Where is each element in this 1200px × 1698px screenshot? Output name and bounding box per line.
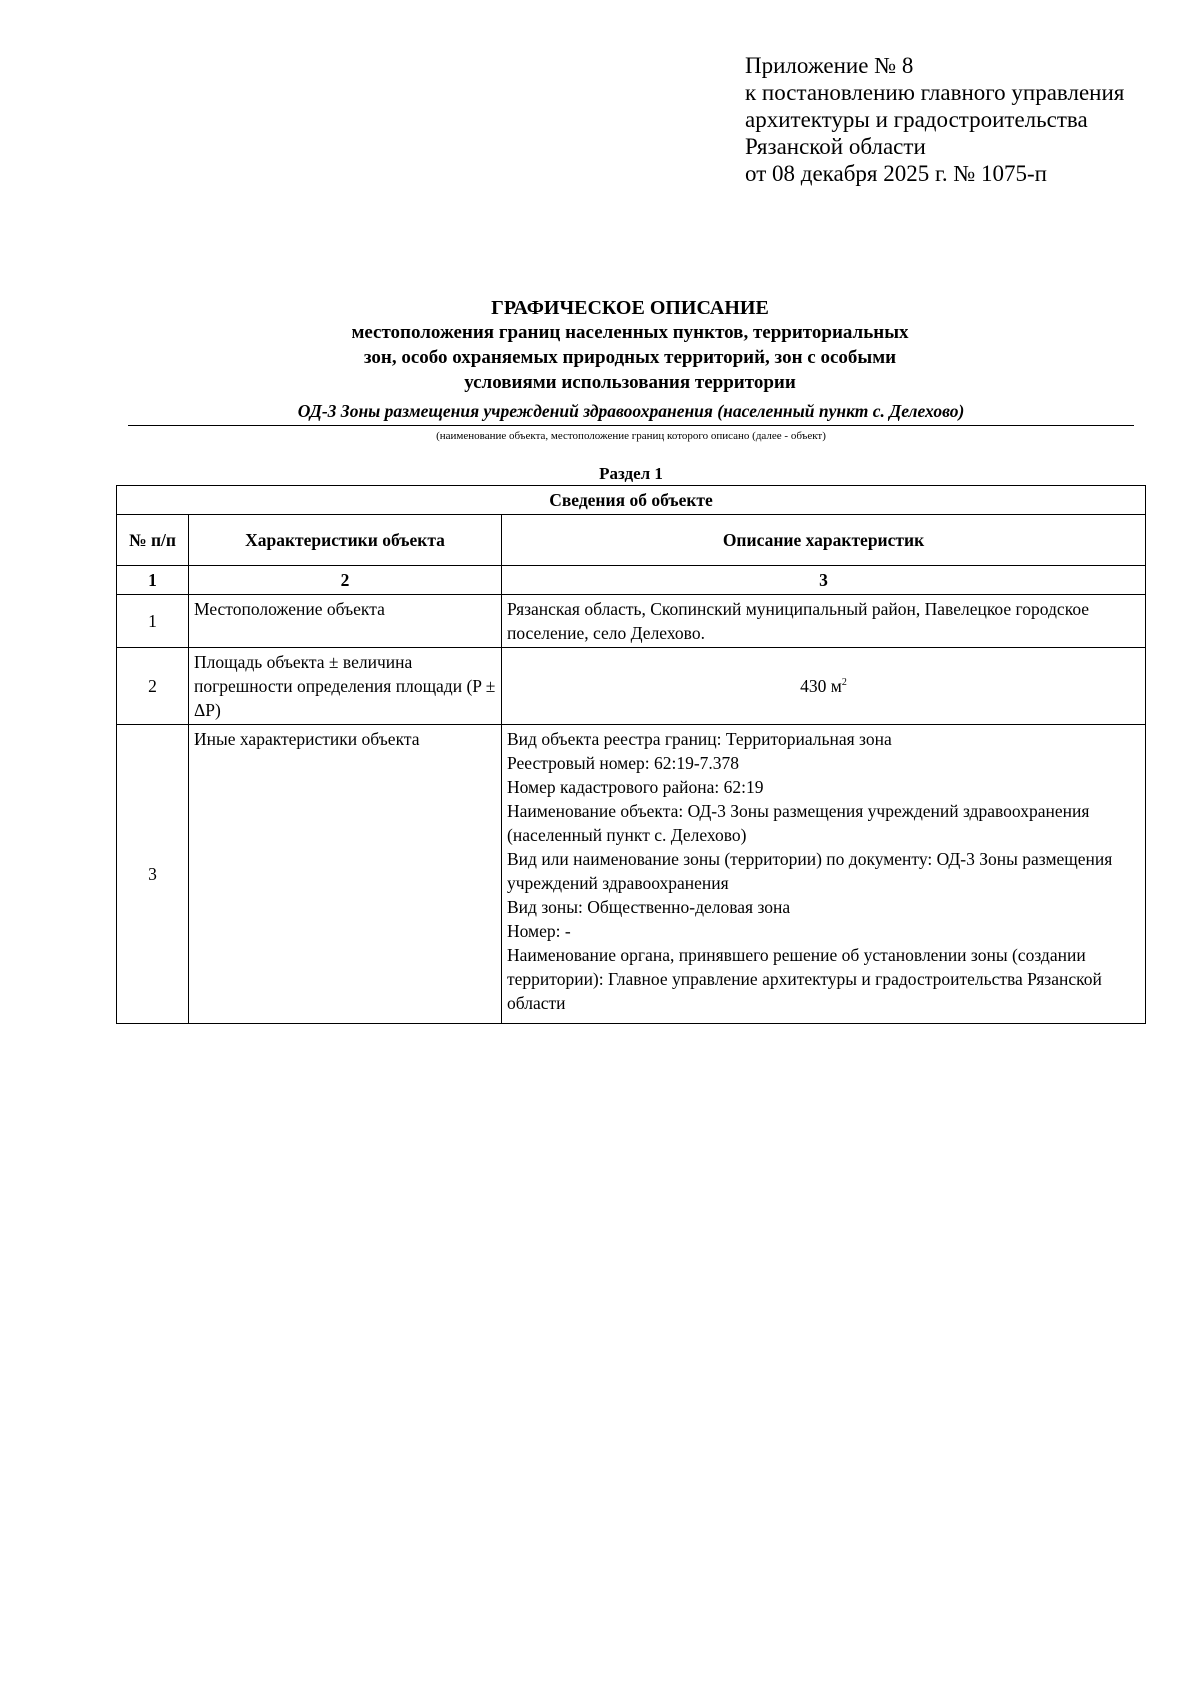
description-line: Наименование объекта: ОД-3 Зоны размещения учреждений здравоохранения (населенный пункт с. Делехово) bbox=[507, 801, 1090, 845]
object-name-caption: (наименование объекта, местоположение границ которого описано (далее - объект) bbox=[436, 430, 826, 442]
row-description bbox=[502, 725, 1146, 1024]
row-characteristic: Площадь объекта ± величина погрешности определения площади (P ± ΔP) bbox=[189, 648, 502, 725]
table-caption: Сведения об объекте bbox=[117, 486, 1146, 515]
row-num: 3 bbox=[117, 725, 189, 1024]
row-num: 1 bbox=[117, 595, 189, 648]
appendix-header bbox=[745, 52, 1124, 187]
column-index: 2 bbox=[189, 566, 502, 595]
description-line: Реестровый номер: 62:19-7.378 bbox=[507, 753, 740, 773]
area-unit-exponent: 2 bbox=[841, 677, 847, 689]
description-line: Номер: - bbox=[507, 921, 571, 941]
appendix-line: Рязанской области bbox=[745, 134, 926, 159]
section-title: Раздел 1 bbox=[599, 464, 663, 483]
title-subtitle bbox=[130, 320, 1130, 395]
appendix-line: к постановлению главного управления bbox=[745, 80, 1125, 105]
header-num: № п/п bbox=[117, 515, 189, 566]
column-index: 1 bbox=[117, 566, 189, 595]
title-main: ГРАФИЧЕСКОЕ ОПИСАНИЕ bbox=[491, 297, 769, 319]
row-characteristic: Иные характеристики объекта bbox=[189, 725, 502, 1024]
document-title bbox=[130, 296, 1130, 395]
title-subtitle-line: зон, особо охраняемых природных территорий, зон с особыми bbox=[363, 347, 897, 368]
row-description: Рязанская область, Скопинский муниципальный район, Павелецкое городское поселение, село Делехово. bbox=[502, 595, 1146, 648]
description-line: Наименование органа, принявшего решение об установлении зоны (создании территории): Главное управление архитектуры и градостроительства Рязанской области bbox=[507, 945, 1102, 1013]
title-subtitle-line: местоположения границ населенных пунктов, территориальных bbox=[351, 322, 909, 343]
title-subtitle-line: условиями использования территории bbox=[464, 372, 796, 393]
table-row bbox=[117, 648, 1146, 725]
appendix-line: Приложение № 8 bbox=[745, 53, 914, 78]
header-description: Описание характеристик bbox=[502, 515, 1146, 566]
table-caption-row bbox=[117, 486, 1146, 515]
object-info-table bbox=[116, 485, 1146, 1024]
object-name: ОД-3 Зоны размещения учреждений здравоохранения (населенный пункт с. Делехово) bbox=[128, 399, 1134, 426]
description-line: Вид зоны: Общественно-деловая зона bbox=[507, 897, 791, 917]
column-index-row bbox=[117, 566, 1146, 595]
area-value: 430 м bbox=[800, 676, 842, 696]
description-line: Вид объекта реестра границ: Территориальная зона bbox=[507, 729, 892, 749]
header-characteristic: Характеристики объекта bbox=[189, 515, 502, 566]
row-characteristic: Местоположение объекта bbox=[189, 595, 502, 648]
table-header-row bbox=[117, 515, 1146, 566]
row-num: 2 bbox=[117, 648, 189, 725]
appendix-line: от 08 декабря 2025 г. № 1075-п bbox=[745, 161, 1047, 186]
table-row bbox=[117, 595, 1146, 648]
row-area-value bbox=[502, 648, 1146, 725]
description-line: Номер кадастрового района: 62:19 bbox=[507, 777, 764, 797]
appendix-line: архитектуры и градостроительства bbox=[745, 107, 1088, 132]
table-row bbox=[117, 725, 1146, 1024]
column-index: 3 bbox=[502, 566, 1146, 595]
description-line: Вид или наименование зоны (территории) по документу: ОД-3 Зоны размещения учреждений здравоохранения bbox=[507, 849, 1113, 893]
